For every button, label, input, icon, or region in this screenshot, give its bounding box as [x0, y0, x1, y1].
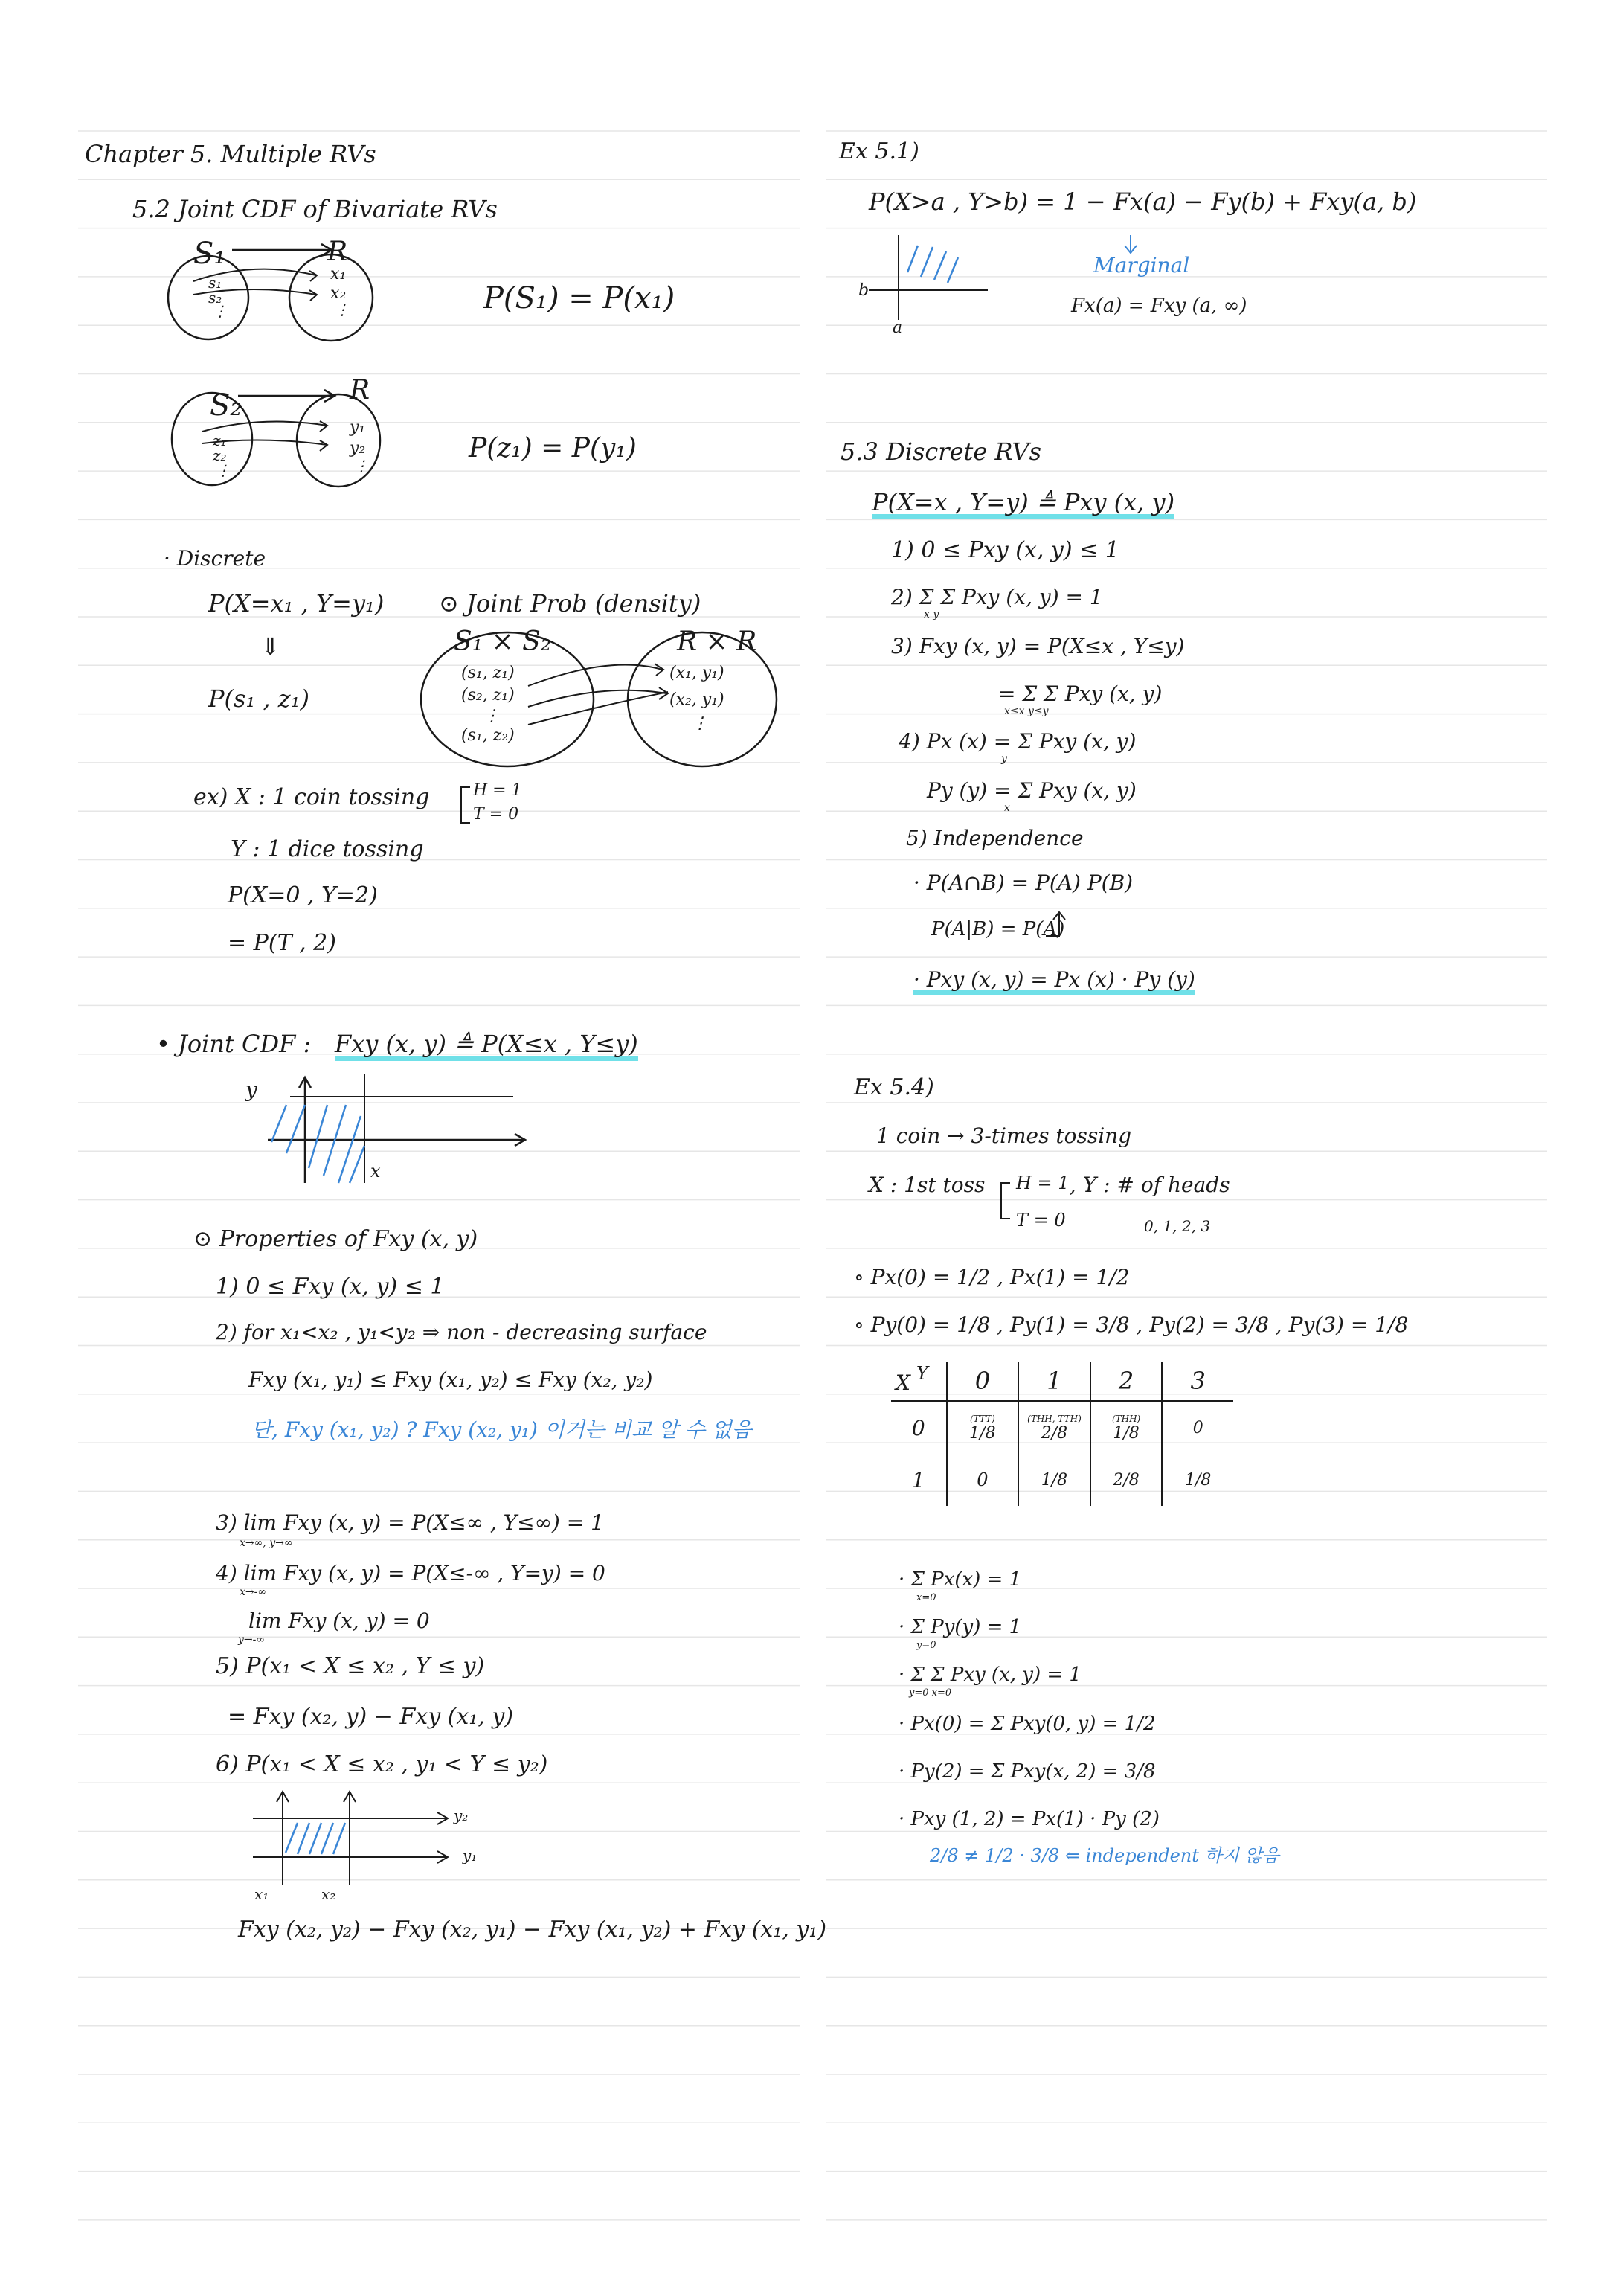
table-col-header: 1: [1018, 1362, 1090, 1401]
pmf-prop-1: 1) 0 ≤ Pxy (x, y) ≤ 1: [891, 537, 1119, 563]
map1-domain: S₁: [193, 237, 226, 271]
product-out-1: (x₁, y₁): [669, 664, 724, 682]
rect-y2-label: y₂: [454, 1806, 469, 1824]
discrete-arrow: ⇓: [260, 632, 280, 661]
pmf-prop-2-sub: x y: [924, 609, 939, 621]
property-3: 3) lim Fxy (x, y) = P(X≤∞ , Y≤∞) = 1: [216, 1510, 604, 1535]
px0-calc: · Px(0) = Σ Pxy(0, y) = 1/2: [899, 1713, 1156, 1735]
example-line-2: Y : 1 dice tossing: [231, 836, 424, 862]
cdf-axis-x: x: [370, 1161, 381, 1181]
section-title-5-2: 5.2 Joint CDF of Bivariate RVs: [132, 195, 498, 223]
pmf-prop-3b-sub: x≤x y≤y: [1004, 705, 1049, 717]
example-brace-t: T = 0: [473, 805, 519, 824]
example-5-1-title: Ex 5.1): [839, 138, 919, 164]
py2-calc: · Py(2) = Σ Pxy(x, 2) = 3/8: [899, 1760, 1156, 1783]
sum-pxy: · Σ Σ Pxy (x, y) = 1: [899, 1664, 1082, 1686]
table-cell-note: (TTT): [969, 1413, 995, 1424]
table-cell: [947, 1401, 1019, 1454]
map1-out-2: x₂: [330, 284, 347, 303]
map1-in-3: ⋮: [213, 302, 228, 320]
map2-in-2: z₂: [213, 446, 227, 464]
table-col-header: 2: [1090, 1362, 1163, 1401]
product-out-2: (x₂, y₁): [669, 690, 724, 709]
map2-in-3: ⋮: [216, 461, 231, 479]
map1-out-1: x₁: [330, 265, 347, 283]
table-cell-note: (THH, TTH): [1027, 1413, 1082, 1424]
table-row: [891, 1401, 1233, 1454]
table-cell: [1162, 1401, 1233, 1454]
sum-px: · Σ Px(x) = 1: [899, 1568, 1022, 1591]
right-column: [832, 0, 1546, 2296]
rect-y1-label: y₁: [463, 1847, 478, 1864]
property-2-note: 단, Fxy (x₁, y₂) ? Fxy (x₂, y₁) 이거는 비교 알 수 없음: [251, 1417, 752, 1442]
table-cell: [1018, 1401, 1090, 1454]
joint-cdf-region-plot: [245, 1071, 543, 1190]
example-5-4-h: H = 1: [1016, 1173, 1070, 1193]
example-5-1-region-plot: [854, 231, 1003, 335]
property-3-sub: x→∞, y→∞: [240, 1537, 293, 1549]
map2-equation: P(z₁) = P(y₁): [469, 433, 637, 464]
pmf-prop-5a: · P(A∩B) = P(A) P(B): [913, 870, 1134, 895]
independence-conclusion: 2/8 ≠ 1/2 · 3/8 ⇐ independent 하지 않음: [930, 1845, 1279, 1866]
property-5: 5) P(x₁ < X ≤ x₂ , Y ≤ y): [216, 1653, 485, 1679]
map1-in-2: s₂: [208, 289, 222, 307]
pmf-definition: P(X=x , Y=y) ≜ Pxy (x, y): [872, 488, 1174, 519]
pmf-prop-3: 3) Fxy (x, y) = P(X≤x , Y≤y): [891, 634, 1185, 658]
map1-in-1: s₁: [208, 274, 222, 292]
map2-in-1: z₁: [213, 432, 227, 449]
pmf-prop-4b: Py (y) = Σ Pxy (x, y): [927, 778, 1137, 803]
rect-x2-label: x₂: [321, 1885, 336, 1903]
property-4-sub: x→-∞: [240, 1586, 267, 1598]
product-out-3: ⋮: [692, 714, 708, 733]
sum-px-sub: x=0: [916, 1592, 936, 1603]
pmf-prop-5b: P(A|B) = P(A): [931, 918, 1065, 940]
example-5-4-x-def: X : 1st toss: [869, 1173, 986, 1197]
property-6-result: Fxy (x₂, y₂) − Fxy (x₂, y₁) − Fxy (x₁, y₂) + Fxy (x₁, y₁): [238, 1917, 827, 1943]
map2-domain: S₂: [210, 388, 242, 423]
example-5-1-equation: P(X>a , Y>b) = 1 − Fx(a) − Fy(b) + Fxy(a, b): [869, 187, 1417, 216]
sum-py-sub: y=0: [916, 1640, 936, 1651]
left-column: [82, 0, 827, 2296]
joint-cdf-label: • Joint CDF :: [156, 1030, 312, 1058]
joint-prob-label: ⊙ Joint Prob (density): [439, 589, 701, 618]
map2-out-2: y₂: [350, 439, 366, 458]
pmf-prop-4b-sub: x: [1004, 802, 1010, 814]
joint-cdf-definition: Fxy (x, y) ≜ P(X≤x , Y≤y): [335, 1030, 638, 1061]
map2-range: R: [350, 375, 370, 405]
map2-out-3: ⋮: [354, 457, 369, 475]
sum-py: · Σ Py(y) = 1: [899, 1616, 1022, 1638]
table-cell-value: 1/8: [969, 1423, 996, 1443]
properties-title: ⊙ Properties of Fxy (x, y): [193, 1226, 478, 1252]
property-6: 6) P(x₁ < X ≤ x₂ , y₁ < Y ≤ y₂): [216, 1751, 548, 1777]
pmf-prop-4-sub: y: [1001, 753, 1007, 765]
table-cell: 0: [947, 1454, 1019, 1506]
chapter-title: Chapter 5. Multiple RVs: [85, 140, 376, 168]
table-cell-value: 0: [1192, 1418, 1203, 1437]
property-4b-sub: y→-∞: [238, 1634, 266, 1646]
table-cell: 2/8: [1090, 1454, 1163, 1506]
table-row-label: 0: [891, 1401, 947, 1454]
table-row-label: 1: [891, 1454, 947, 1506]
product-in-3: ⋮: [483, 707, 500, 725]
table-corner-y: Y: [916, 1363, 928, 1384]
product-domain: S₁ × S₂: [454, 626, 552, 657]
map2-out-1: y₁: [350, 418, 366, 437]
product-in-2: (s₂, z₁): [461, 686, 515, 705]
independence-check: · Pxy (1, 2) = Px(1) · Py (2): [899, 1808, 1160, 1830]
property-2: 2) for x₁<x₂ , y₁<y₂ ⇒ non - decreasing surface: [216, 1320, 707, 1344]
property-4b: lim Fxy (x, y) = 0: [248, 1609, 430, 1633]
marginal-py-line: ∘ Py(0) = 1/8 , Py(1) = 3/8 , Py(2) = 3/8 , Py(3) = 1/8: [854, 1312, 1409, 1337]
example-brace-h: H = 1: [473, 781, 522, 800]
example-5-1-a: a: [893, 318, 903, 337]
example-5-4-y-values: 0, 1, 2, 3: [1144, 1217, 1211, 1235]
sum-pxy-sub: y=0 x=0: [909, 1687, 952, 1699]
cdf-axis-y: y: [245, 1077, 257, 1102]
table-col-header: 0: [947, 1362, 1019, 1401]
example-brace: [457, 784, 472, 826]
table-corner: [891, 1362, 947, 1401]
table-col-header: 3: [1162, 1362, 1233, 1401]
rect-region-plot: [238, 1789, 476, 1900]
discrete-eq: P(X=x₁ , Y=y₁): [208, 589, 385, 618]
map1-equation: P(S₁) = P(x₁): [483, 281, 675, 315]
example-5-4-brace: [995, 1180, 1013, 1223]
product-in-1: (s₁, z₁): [461, 664, 515, 682]
map1-range: R: [327, 237, 348, 267]
joint-pmf-table: [891, 1362, 1233, 1506]
property-4: 4) lim Fxy (x, y) = P(X≤-∞ , Y=y) = 0: [216, 1561, 605, 1585]
discrete-eq2: P(s₁ , z₁): [208, 684, 309, 713]
marginal-equation: Fx(a) = Fxy (a, ∞): [1071, 295, 1247, 317]
table-cell-note: (THH): [1111, 1413, 1141, 1424]
table-cell-value: 1/8: [1113, 1423, 1140, 1443]
section-title-5-3: 5.3 Discrete RVs: [841, 437, 1041, 466]
table-row: [891, 1454, 1233, 1506]
example-line-1: ex) X : 1 coin tossing: [193, 784, 430, 810]
pmf-prop-5: 5) Independence: [906, 826, 1084, 850]
pmf-prop-3b: = Σ Σ Pxy (x, y): [998, 682, 1163, 706]
table-cell: 1/8: [1184, 1470, 1212, 1489]
independence-condition: · Pxy (x, y) = Px (x) · Py (y): [913, 967, 1195, 995]
table-cell-value: 2/8: [1041, 1423, 1068, 1443]
conditional-arrow: [1044, 909, 1067, 939]
discrete-label: · Discrete: [164, 546, 266, 571]
pmf-prop-2: 2) Σ Σ Pxy (x, y) = 1: [891, 585, 1103, 609]
property-5b: = Fxy (x₂, y) − Fxy (x₁, y): [228, 1704, 514, 1730]
property-2b: Fxy (x₁, y₁) ≤ Fxy (x₁, y₂) ≤ Fxy (x₂, y₂): [248, 1367, 653, 1392]
map1-out-3: ⋮: [335, 301, 350, 318]
example-5-4-y-def: , Y : # of heads: [1070, 1173, 1230, 1197]
property-1: 1) 0 ≤ Fxy (x, y) ≤ 1: [216, 1274, 445, 1300]
pmf-prop-4: 4) Px (x) = Σ Pxy (x, y): [899, 729, 1137, 754]
marginal-label: Marginal: [1093, 253, 1190, 278]
product-range: R × R: [677, 626, 757, 657]
example-5-1-b: b: [858, 281, 870, 300]
rect-x1-label: x₁: [254, 1885, 269, 1903]
marginal-px-line: ∘ Px(0) = 1/2 , Px(1) = 1/2: [854, 1265, 1130, 1289]
table-cell: [1090, 1401, 1163, 1454]
example-line-3: P(X=0 , Y=2): [228, 882, 378, 908]
example-5-4-line-1: 1 coin → 3-times tossing: [876, 1123, 1132, 1148]
product-in-4: (s₁, z₂): [461, 726, 515, 745]
table-header-row: [891, 1362, 1233, 1401]
table-cell: 1/8: [1018, 1454, 1090, 1506]
table-corner-x: X: [896, 1370, 910, 1395]
example-5-4-title: Ex 5.4): [854, 1074, 934, 1100]
example-line-4: = P(T , 2): [228, 930, 336, 956]
example-5-4-t: T = 0: [1016, 1210, 1066, 1231]
